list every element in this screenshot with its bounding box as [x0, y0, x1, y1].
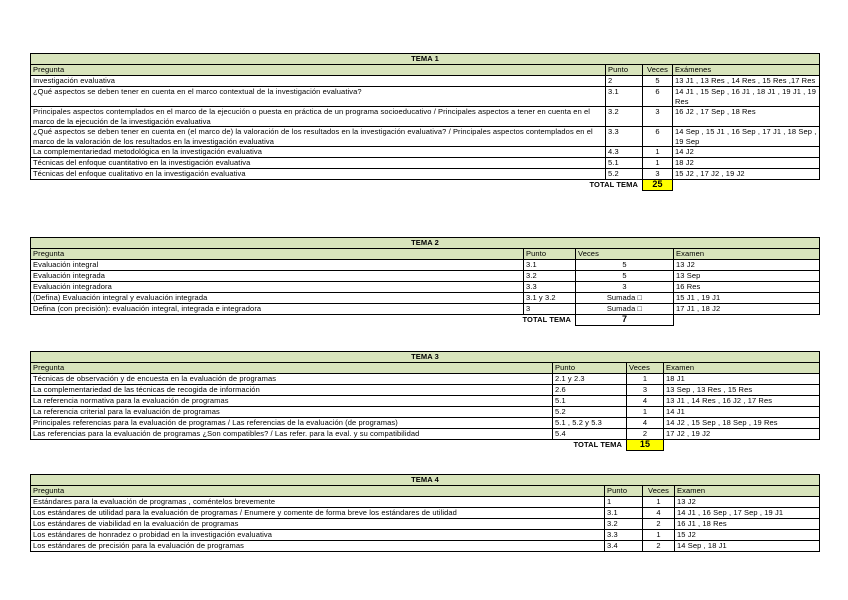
- veces-cell: 4: [627, 418, 664, 429]
- table-row: [31, 418, 820, 429]
- pregunta-cell: Evaluación integrada: [31, 271, 524, 282]
- tema3-table: [30, 351, 820, 451]
- pregunta-cell: Defina (con precisión): evaluación integral, integrada e integradora: [31, 304, 524, 315]
- punto-cell: 2.6: [553, 385, 627, 396]
- pregunta-cell: Los estándares de utilidad para la evaluación de programas / Enumere y comente de forma breve los estándares de utilidad: [31, 508, 605, 519]
- punto-cell: 5.1: [553, 396, 627, 407]
- veces-cell: 5: [643, 76, 673, 87]
- header-examenes: Exámenes: [673, 65, 820, 76]
- punto-cell: 3.3: [606, 127, 643, 147]
- veces-cell: 4: [627, 396, 664, 407]
- examen-cell: 15 J1 , 19 J1: [674, 293, 820, 304]
- punto-cell: 4.3: [606, 147, 643, 158]
- examen-cell: 17 J1 , 18 J2: [674, 304, 820, 315]
- punto-cell: 3.2: [606, 107, 643, 127]
- table-row: [31, 396, 820, 407]
- punto-cell: 2.1 y 2.3: [553, 374, 627, 385]
- header-punto: Punto: [606, 65, 643, 76]
- punto-cell: 2: [606, 76, 643, 87]
- pregunta-cell: Evaluación integradora: [31, 282, 524, 293]
- pregunta-cell: Estándares para la evaluación de programas , coméntelos brevemente: [31, 497, 605, 508]
- examen-cell: 13 Sep: [674, 271, 820, 282]
- examen-cell: 14 J2: [673, 147, 820, 158]
- pregunta-cell: La complementariedad metodológica en la investigación evaluativa: [31, 147, 606, 158]
- punto-cell: 5.2: [606, 169, 643, 180]
- header-veces: Veces: [643, 486, 675, 497]
- total-value: 7: [576, 315, 674, 326]
- pregunta-cell: Los estándares de honradez o probidad en la investigación evaluativa: [31, 530, 605, 541]
- punto-cell: 3.2: [524, 271, 576, 282]
- tema2-table: [30, 237, 820, 326]
- table-row: [31, 530, 820, 541]
- examen-cell: 13 Sep , 13 Res , 15 Res: [664, 385, 820, 396]
- punto-cell: 5.1: [606, 158, 643, 169]
- examen-cell: 14 J1: [664, 407, 820, 418]
- veces-cell: 3: [643, 107, 673, 127]
- examen-cell: 16 J1 , 18 Res: [675, 519, 820, 530]
- table-row: [31, 107, 820, 127]
- veces-cell: Sumada □: [576, 293, 674, 304]
- tema2-title: TEMA 2: [31, 238, 820, 249]
- veces-cell: 5: [576, 260, 674, 271]
- examen-cell: 15 J2 , 17 J2 , 19 J2: [673, 169, 820, 180]
- veces-cell: 6: [643, 127, 673, 147]
- pregunta-cell: ¿Qué aspectos se deben tener en cuenta en el marco contextual de la investigación evaluativa?: [31, 87, 606, 107]
- veces-cell: 3: [643, 169, 673, 180]
- examen-cell: 17 J2 , 19 J2: [664, 429, 820, 440]
- pregunta-cell: La referencia criterial para la evaluación de programas: [31, 407, 553, 418]
- pregunta-cell: La referencia normativa para la evaluación de programas: [31, 396, 553, 407]
- total-row: [31, 440, 820, 451]
- tema3-title: TEMA 3: [31, 352, 820, 363]
- table-row: [31, 282, 820, 293]
- tema1-title: TEMA 1: [31, 54, 820, 65]
- veces-cell: 1: [643, 530, 675, 541]
- pregunta-cell: La complementariedad de las técnicas de recogida de información: [31, 385, 553, 396]
- punto-cell: 3.1: [524, 260, 576, 271]
- table-row: [31, 293, 820, 304]
- examen-cell: 15 J2: [675, 530, 820, 541]
- punto-cell: 1: [605, 497, 643, 508]
- pregunta-cell: Técnicas de observación y de encuesta en la evaluación de programas: [31, 374, 553, 385]
- table-row: [31, 497, 820, 508]
- pregunta-cell: Las referencias para la evaluación de programas ¿Son compatibles? / Las refer. para la eval. y su compatibilidad: [31, 429, 553, 440]
- total-label: TOTAL TEMA: [573, 440, 622, 449]
- total-row: [31, 180, 820, 191]
- examen-cell: 13 J1 , 13 Res , 14 Res , 15 Res ,17 Res: [673, 76, 820, 87]
- punto-cell: 5.1 , 5.2 y 5.3: [553, 418, 627, 429]
- veces-cell: 2: [643, 541, 675, 552]
- punto-cell: 5.2: [553, 407, 627, 418]
- examen-cell: 14 J1 , 16 Sep , 17 Sep , 19 J1: [675, 508, 820, 519]
- table-row: [31, 374, 820, 385]
- veces-cell: 3: [627, 385, 664, 396]
- veces-cell: 1: [627, 374, 664, 385]
- header-veces: Veces: [643, 65, 673, 76]
- tema4-table: [30, 474, 820, 552]
- pregunta-cell: Principales referencias para la evaluación de programas / Las referencias de la evaluación (de programas): [31, 418, 553, 429]
- tema1-table: [30, 53, 820, 191]
- veces-cell: 1: [643, 497, 675, 508]
- pregunta-cell: Los estándares de precisión para la evaluación de programas: [31, 541, 605, 552]
- examen-cell: 13 J1 , 14 Res , 16 J2 , 17 Res: [664, 396, 820, 407]
- pregunta-cell: Investigación evaluativa: [31, 76, 606, 87]
- examen-cell: 16 Res: [674, 282, 820, 293]
- examen-cell: 14 Sep , 15 J1 , 16 Sep , 17 J1 , 18 Sep , 19 Sep: [673, 127, 820, 147]
- pregunta-cell: (Defina) Evaluación integral y evaluación integrada: [31, 293, 524, 304]
- table-row: [31, 508, 820, 519]
- pregunta-cell: Técnicas del enfoque cuantitativo en la investigación evaluativa: [31, 158, 606, 169]
- table-row: [31, 519, 820, 530]
- examen-cell: 14 Sep , 18 J1: [675, 541, 820, 552]
- table-row: [31, 271, 820, 282]
- pregunta-cell: Evaluación integral: [31, 260, 524, 271]
- punto-cell: 3.1: [605, 508, 643, 519]
- header-examen: Examen: [664, 363, 820, 374]
- punto-cell: 3.2: [605, 519, 643, 530]
- examen-cell: 14 J2 , 15 Sep , 18 Sep , 19 Res: [664, 418, 820, 429]
- total-label: TOTAL TEMA: [522, 315, 571, 324]
- table-row: [31, 76, 820, 87]
- table-row: [31, 429, 820, 440]
- examen-cell: 18 J2: [673, 158, 820, 169]
- header-punto: Punto: [553, 363, 627, 374]
- total-value: 15: [627, 440, 664, 451]
- examen-cell: 16 J2 , 17 Sep , 18 Res: [673, 107, 820, 127]
- veces-cell: 5: [576, 271, 674, 282]
- table-row: [31, 541, 820, 552]
- punto-cell: 3.3: [524, 282, 576, 293]
- punto-cell: 5.4: [553, 429, 627, 440]
- header-punto: Punto: [605, 486, 643, 497]
- table-row: [31, 385, 820, 396]
- veces-cell: 2: [627, 429, 664, 440]
- table-row: [31, 260, 820, 271]
- header-pregunta: Pregunta: [31, 363, 553, 374]
- header-pregunta: Pregunta: [31, 486, 605, 497]
- header-pregunta: Pregunta: [31, 65, 606, 76]
- veces-cell: 6: [643, 87, 673, 107]
- total-label: TOTAL TEMA: [589, 180, 638, 189]
- examen-cell: 18 J1: [664, 374, 820, 385]
- header-pregunta: Pregunta: [31, 249, 524, 260]
- veces-cell: 4: [643, 508, 675, 519]
- header-examen: Examen: [674, 249, 820, 260]
- header-veces: Veces: [576, 249, 674, 260]
- punto-cell: 3.3: [605, 530, 643, 541]
- veces-cell: Sumada □: [576, 304, 674, 315]
- punto-cell: 3.1 y 3.2: [524, 293, 576, 304]
- total-value: 25: [643, 180, 673, 191]
- table-row: [31, 147, 820, 158]
- veces-cell: 1: [627, 407, 664, 418]
- header-examen: Examen: [675, 486, 820, 497]
- tema4-title: TEMA 4: [31, 475, 820, 486]
- punto-cell: 3.4: [605, 541, 643, 552]
- table-row: [31, 407, 820, 418]
- pregunta-cell: Los estándares de viabilidad en la evaluación de programas: [31, 519, 605, 530]
- table-row: [31, 169, 820, 180]
- pregunta-cell: Técnicas del enfoque cualitativo en la investigación evaluativa: [31, 169, 606, 180]
- examen-cell: 13 J2: [674, 260, 820, 271]
- punto-cell: 3: [524, 304, 576, 315]
- veces-cell: 1: [643, 158, 673, 169]
- veces-cell: 1: [643, 147, 673, 158]
- veces-cell: 2: [643, 519, 675, 530]
- table-row: [31, 304, 820, 315]
- examen-cell: 14 J1 , 15 Sep , 16 J1 , 18 J1 , 19 J1 , 19 Res: [673, 87, 820, 107]
- punto-cell: 3.1: [606, 87, 643, 107]
- table-row: [31, 127, 820, 147]
- pregunta-cell: Principales aspectos contemplados en el marco de la ejecución o puesta en práctica de un programa socioeducativo / Principales aspectos a tener en cuenta en el marco de la ejecución de la investigación evaluativa: [31, 107, 606, 127]
- table-row: [31, 87, 820, 107]
- header-veces: Veces: [627, 363, 664, 374]
- examen-cell: 13 J2: [675, 497, 820, 508]
- veces-cell: 3: [576, 282, 674, 293]
- total-row: [31, 315, 820, 326]
- header-punto: Punto: [524, 249, 576, 260]
- table-row: [31, 158, 820, 169]
- pregunta-cell: ¿Qué aspectos se deben tener en cuenta en (el marco de) la valoración de los resultados en la investigación evaluativa? / Principales aspectos contemplados en el marco de la valoración de los resultados en la investigación evaluativa: [31, 127, 606, 147]
